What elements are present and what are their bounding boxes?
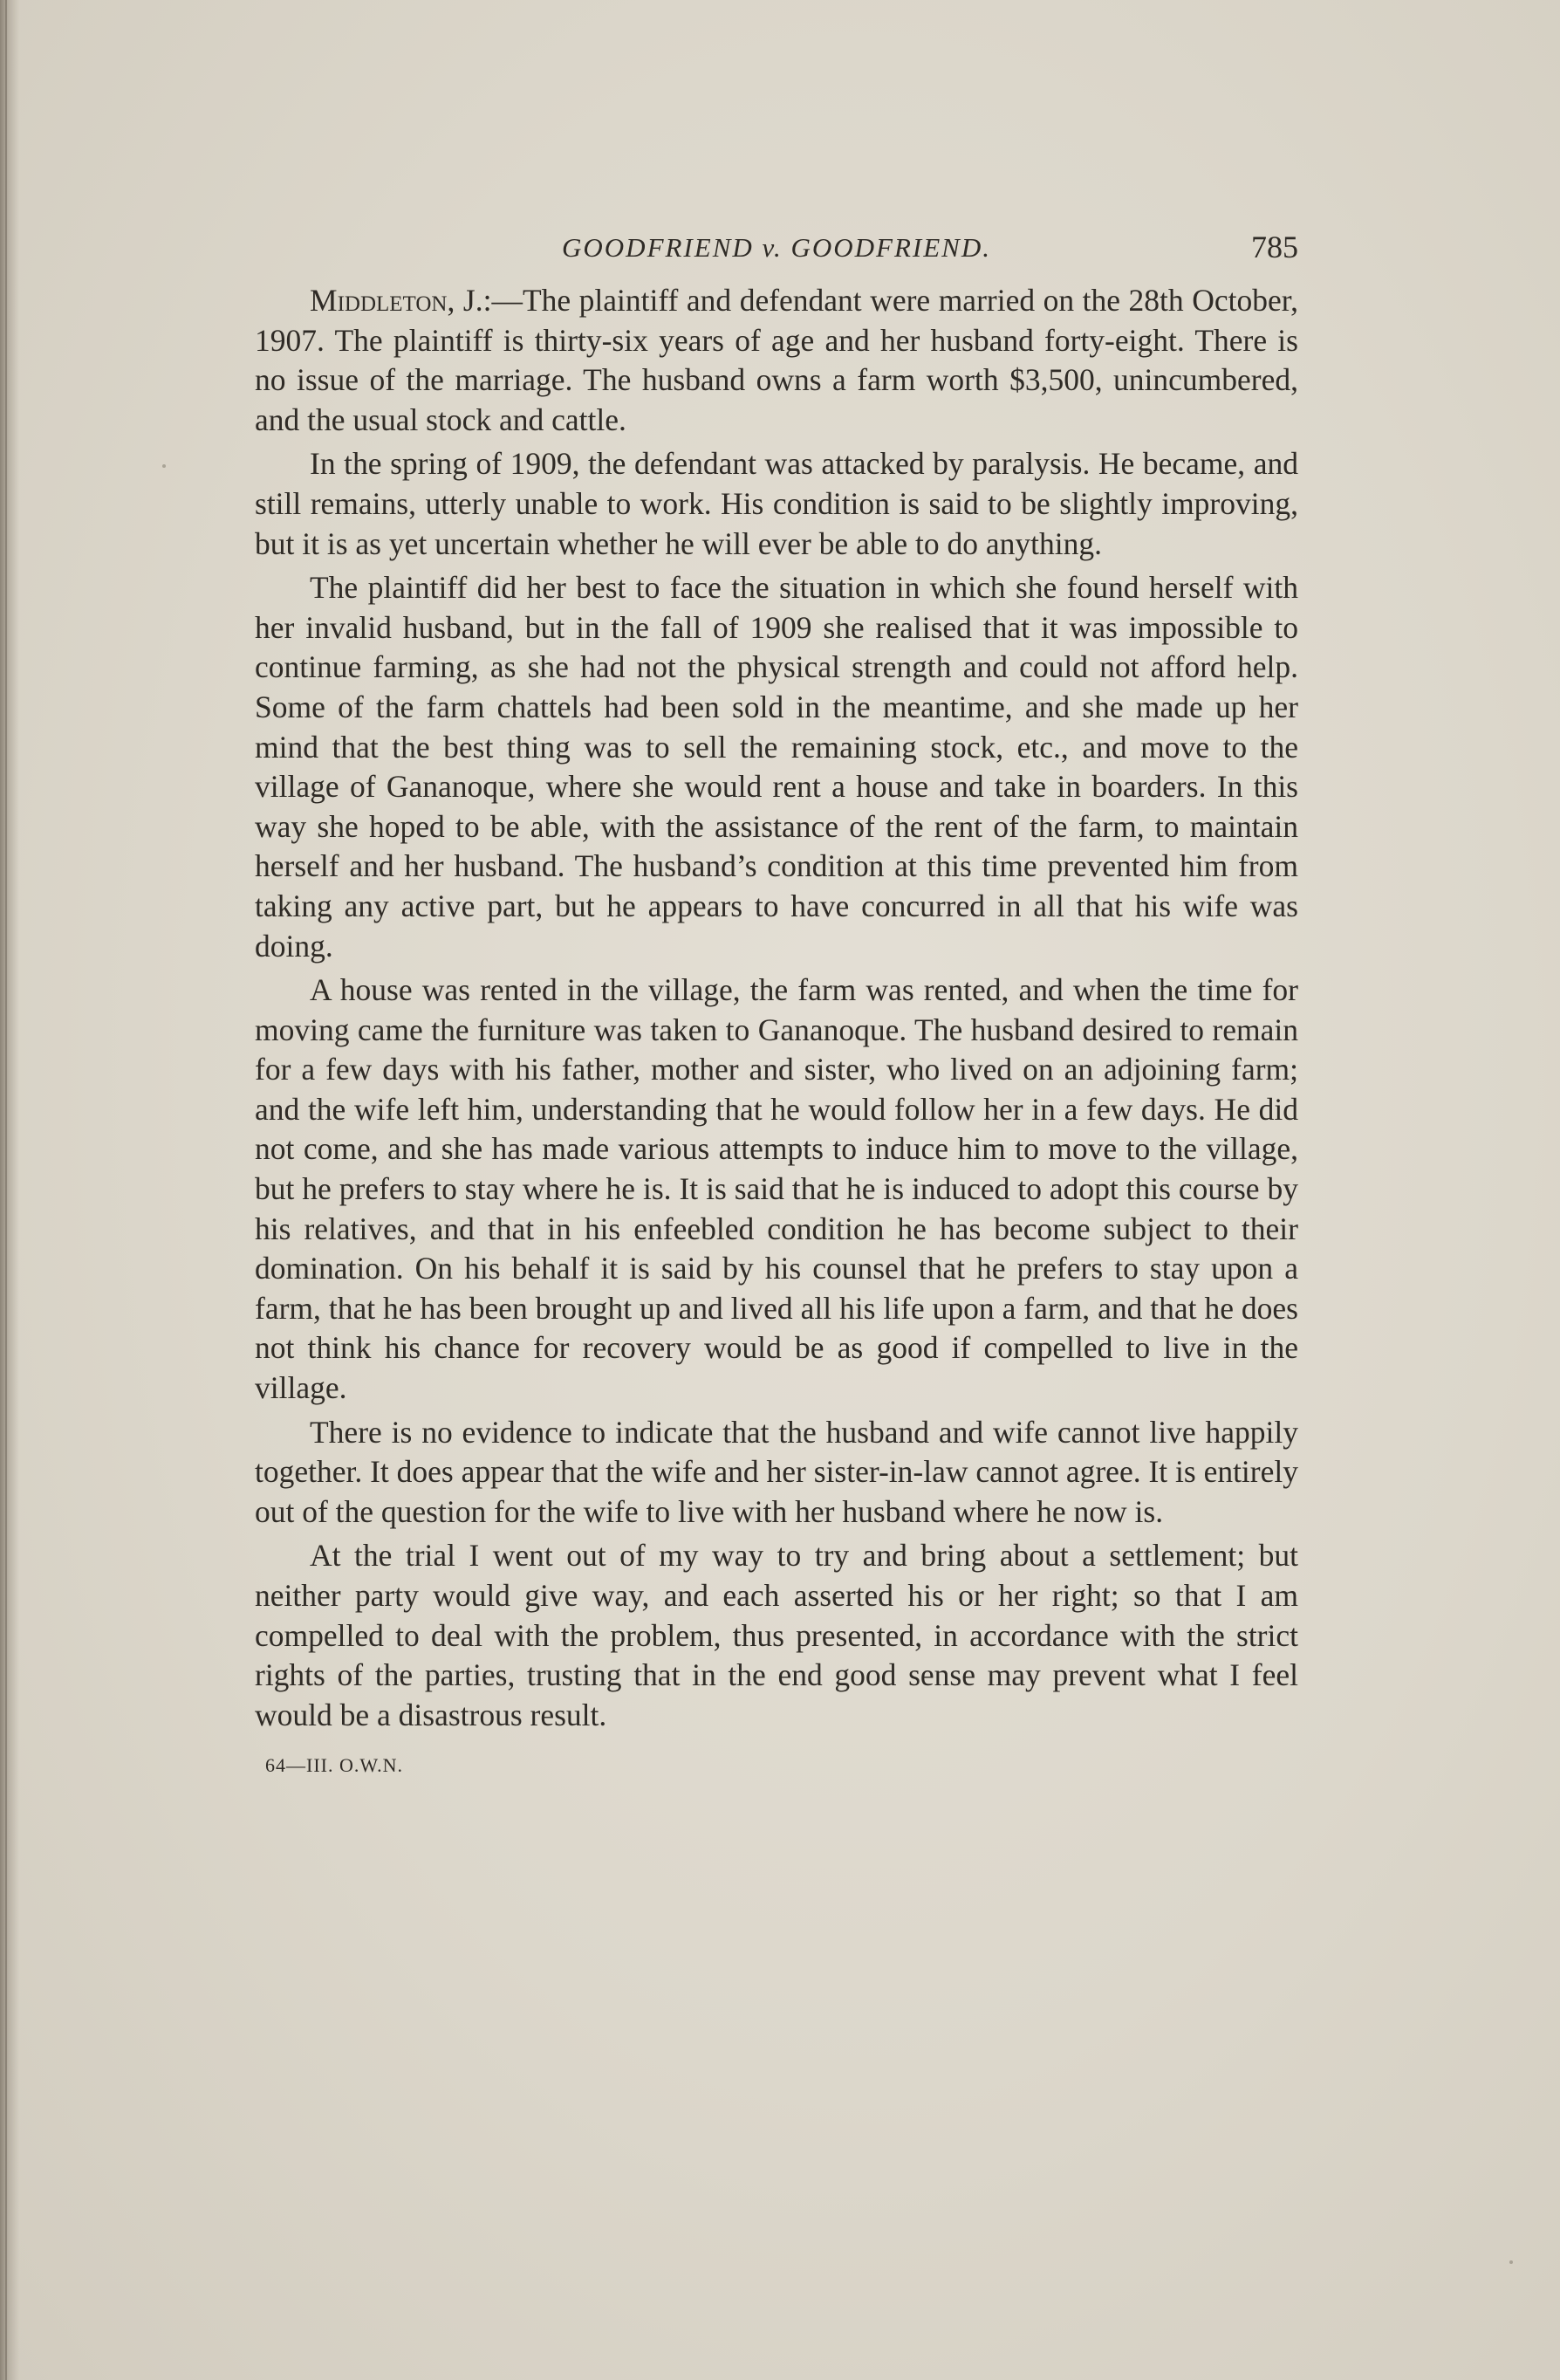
paragraph-3: The plaintiff did her best to face the situation in which she found herself with her invalid husband, but in the fall of 1909 she realised that it was impossible to continue farming, as she had not the physical strength and could not afford help. Some of the farm chattels had been sold in the meantime, and she made up her mind that the best thing was to sell the remaining stock, etc., and move to the village of Gananoque, where she would rent a house and take in boarders. In this way she hoped to be able, with the assistance of the rent of the farm, to maintain herself and her husband. The husband’s condition at this time prevented him from taking any active part, but he appears to have concurred in all that his wife was doing. <box>255 570 1298 964</box>
running-title: GOODFRIEND v. GOODFRIEND. <box>562 232 991 263</box>
paragraph-5: There is no evidence to indicate that the husband and wife cannot live happily together. It does appear that the wife and her sister-in-law cannot agree. It is entirely out of the question for the wife to live with her husband where he now is. <box>255 1414 1298 1529</box>
paragraph-2: In the spring of 1909, the defendant was attacked by paralysis. He became, and still remains, utterly unable to work. His condition is said to be slightly improving, but it is as yet uncertain whether he will ever be able to do anything. <box>255 446 1298 561</box>
paragraph-1-text: :—The plaintiff and defendant were married on the 28th October, 1907. The plaintiff is thirty-six years of age and her husband forty-eight. There is no issue of the marriage. The husband owns a farm worth $3,500, unincumbered, and the usual stock and cattle. <box>255 283 1298 437</box>
gutter-line <box>5 0 7 2380</box>
body-text <box>255 281 1298 1735</box>
paragraph-6: At the trial I went out of my way to try and bring about a settlement; but neither party would give way, and each asserted his or her right; so that I am compelled to deal with the problem, thus presented, in accordance with the strict rights of the parties, trusting that in the end good sense may prevent what I feel would be a disastrous result. <box>255 1538 1298 1732</box>
gutter-shadow <box>0 0 19 2380</box>
paragraph-4: A house was rented in the village, the farm was rented, and when the time for moving came the furniture was taken to Gananoque. The husband desired to remain for a few days with his father, mother and sister, who lived on an adjoining farm; and the wife left him, understanding that he would follow her in a few days. He did not come, and she has made various attempts to induce him to move to the village, but he prefers to stay where he is. It is said that he is induced to adopt this course by his relatives, and that in his enfeebled condition he has become subject to their domination. On his behalf it is said by his counsel that he prefers to stay upon a farm, that he has been brought up and lived all his life upon a farm, and that he does not think his chance for recovery would be as good if compelled to live in the village. <box>255 972 1298 1406</box>
paragraph-1 <box>255 281 1298 440</box>
page-content <box>255 229 1298 1777</box>
signature-mark: 64—III. O.W.N. <box>265 1754 403 1777</box>
judge-name: Middleton, J. <box>310 283 483 318</box>
paper-speck <box>1509 2260 1513 2264</box>
paper-speck <box>162 464 166 468</box>
running-head <box>255 229 1298 281</box>
page-number: 785 <box>1251 230 1298 264</box>
